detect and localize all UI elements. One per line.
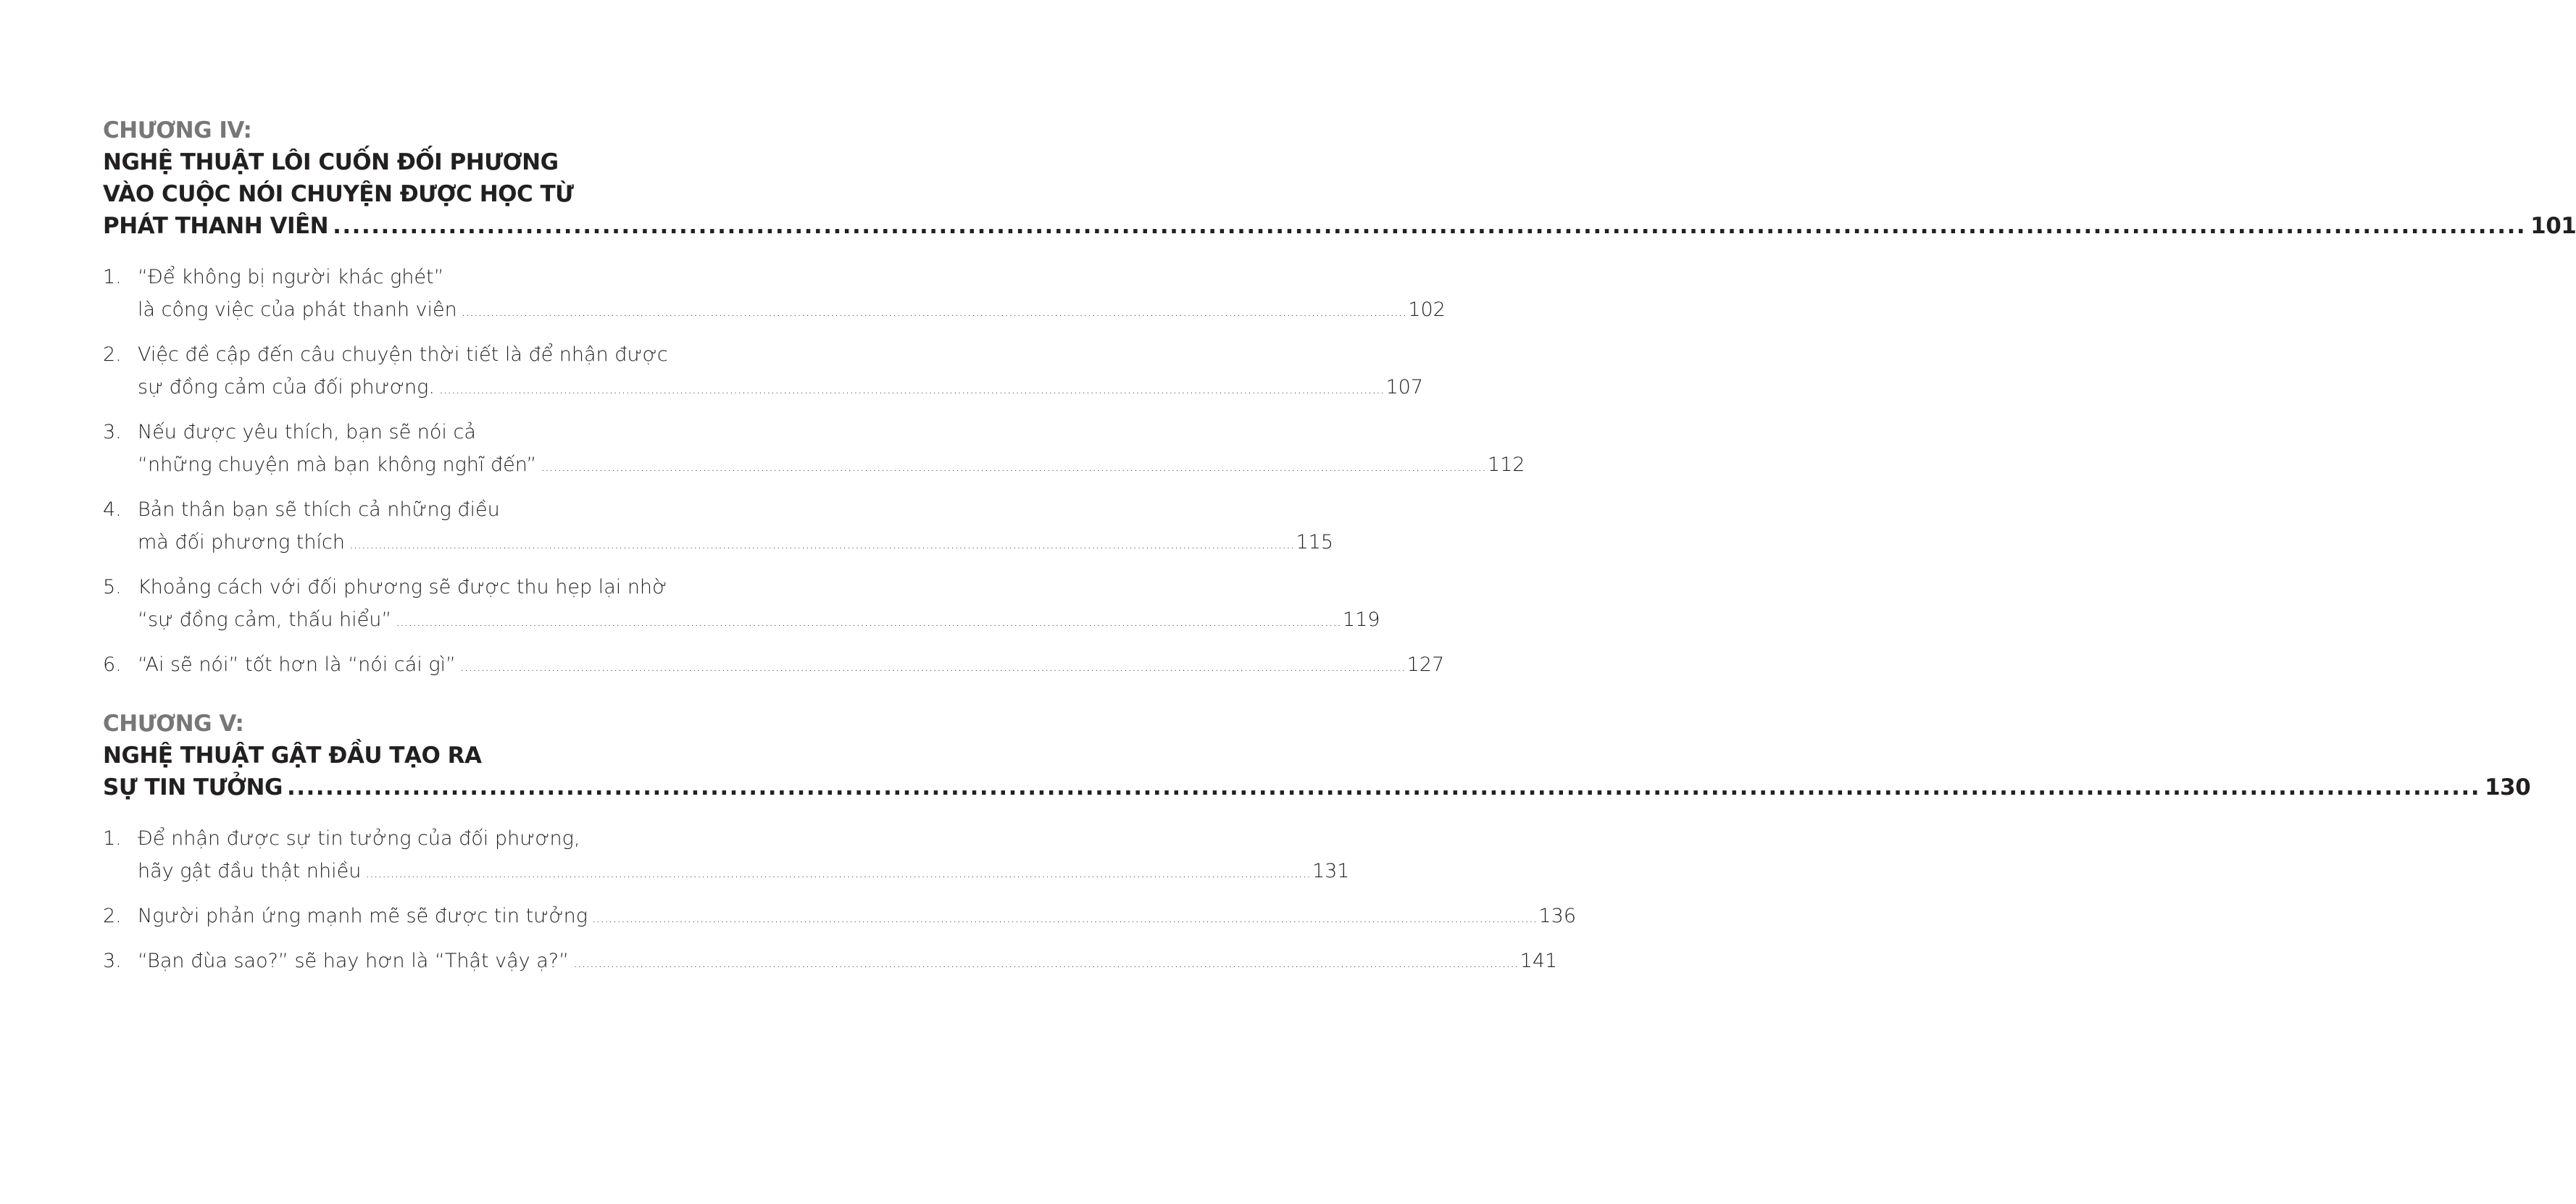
item-page-number: 136 (1538, 905, 1577, 927)
toc-item[interactable] (103, 900, 1577, 935)
item-page-number: 107 (1385, 376, 1424, 398)
dot-leader (541, 451, 1486, 483)
chapter-title-entry[interactable] (103, 772, 2531, 803)
item-number: 4. (103, 498, 122, 521)
item-page-number: 102 (1408, 298, 1446, 321)
item-page-number: 131 (1312, 860, 1350, 882)
dot-leader (349, 528, 1295, 561)
chapter-title-line: SỰ TIN TƯỞNG (103, 774, 283, 800)
dot-leader (460, 651, 1406, 683)
item-text: Để nhận được sự tin tưởng của đối phương, (138, 827, 580, 850)
item-text: “sự đồng cảm, thấu hiểu” (138, 609, 392, 631)
chapter-title-line: VÀO CUỘC NÓI CHUYỆN ĐƯỢC HỌC TỪ (103, 181, 574, 207)
item-number: 1. (103, 266, 122, 288)
section-list (103, 261, 1525, 683)
toc-item[interactable] (103, 261, 1446, 328)
item-number: 1. (103, 827, 122, 850)
dot-leader (333, 210, 2526, 242)
chapter-title-line: NGHỆ THUẬT LÔI CUỐN ĐỐI PHƯƠNG (103, 149, 559, 175)
item-page-number: 141 (1520, 950, 1558, 972)
dot-leader (365, 857, 1311, 890)
item-number: 2. (103, 343, 122, 366)
item-text: Người phản ứng mạnh mẽ sẽ được tin tưởng (138, 905, 588, 927)
item-number: 3. (103, 950, 122, 972)
item-page-number: 115 (1296, 531, 1334, 553)
chapter-title-line: PHÁT THANH VIÊN (103, 213, 329, 239)
item-text: “những chuyện mà bạn không nghĩ đến” (138, 453, 537, 476)
toc-item[interactable] (103, 822, 1350, 890)
item-text: “Để không bị người khác ghét” (138, 266, 444, 288)
dot-leader (287, 772, 2480, 803)
item-number: 3. (103, 421, 122, 443)
section-list (103, 822, 1577, 979)
dot-leader (462, 296, 1407, 328)
chapter-page-number: 101 (2530, 213, 2576, 239)
item-text: hãy gật đầu thật nhiều (138, 860, 362, 882)
item-text: là công việc của phát thanh viên (138, 298, 457, 321)
chapter-title-line: NGHỆ THUẬT GẬT ĐẦU TẠO RA (103, 743, 482, 769)
item-page-number: 127 (1406, 653, 1445, 676)
item-page-number: 119 (1342, 609, 1380, 631)
toc-item[interactable] (103, 493, 1334, 561)
chapter-5 (103, 708, 2531, 979)
dot-leader (573, 947, 1519, 979)
item-text: Nếu được yêu thích, bạn sẽ nói cả (138, 421, 476, 443)
item-text: Việc đề cập đến câu chuyện thời tiết là để nhận được (138, 343, 668, 366)
item-text: Khoảng cách với đối phương sẽ được thu hẹp lại nhờ (138, 576, 667, 598)
item-text: “Ai sẽ nói” tốt hơn là “nói cái gì” (138, 653, 457, 676)
toc-item[interactable] (103, 648, 1445, 683)
item-text: “Bạn đùa sao?” sẽ hay hơn là “Thật vậy ạ?” (138, 950, 570, 972)
toc-item[interactable] (103, 338, 1424, 406)
table-of-contents (103, 114, 2576, 1004)
item-number: 5. (103, 576, 122, 598)
dot-leader (396, 606, 1341, 638)
item-number: 2. (103, 905, 122, 927)
chapter-page-number: 130 (2484, 774, 2531, 800)
chapter-4 (103, 114, 2576, 683)
chapter-label: CHƯƠNG IV: (103, 117, 252, 143)
dot-leader (592, 902, 1538, 935)
item-page-number: 112 (1487, 453, 1525, 476)
chapter-title (103, 740, 2531, 803)
toc-item[interactable] (103, 945, 1558, 979)
chapter-title-entry[interactable] (103, 210, 2576, 242)
item-text: mà đối phương thích (138, 531, 345, 553)
chapter-label: CHƯƠNG V: (103, 711, 244, 737)
toc-item[interactable] (103, 571, 1380, 638)
item-number: 6. (103, 653, 122, 676)
toc-item[interactable] (103, 416, 1525, 483)
dot-leader (439, 373, 1385, 406)
item-text: sự đồng cảm của đối phương. (138, 376, 435, 398)
chapter-title (103, 146, 2576, 242)
item-text: Bản thân bạn sẽ thích cả những điều (138, 498, 500, 521)
